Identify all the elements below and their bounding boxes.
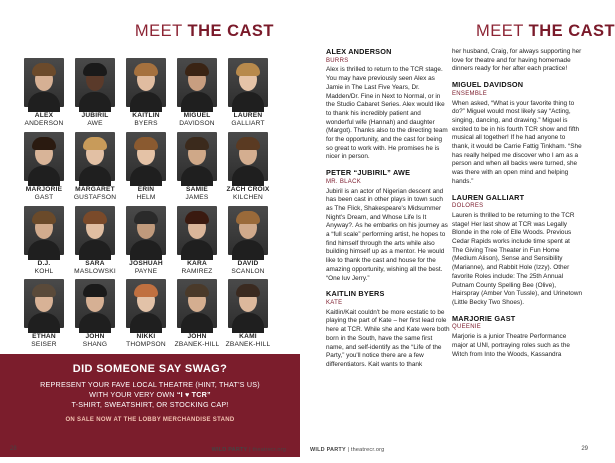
left-page <box>0 0 300 463</box>
headshot-photo <box>24 279 64 328</box>
cast-last-name: SEISER <box>31 341 57 348</box>
bio-name: ALEX ANDERSON <box>326 47 392 56</box>
bio-text: When asked, “What is your favorite thing to do?” Miguel would most likely say “Acting, singing, dancing, and drawing.” Miguel is excited to be in his fourth TCR show and fifth musical all together! If he had anyone to thank, it would be Carrie Fattig Tinkham. “She has really helped me discover who I am as a person and when all backs were turned, she was there with an open mind and helping hands.” <box>452 99 582 185</box>
cast-last-name: MASLOWSKI <box>74 268 116 275</box>
cast-first-name: KAITLIN <box>132 112 160 119</box>
cast-first-name: NIKKI <box>136 333 156 340</box>
cast-last-name: HELM <box>136 194 156 201</box>
cast-first-name: SARA <box>85 260 105 267</box>
cast-first-name: JOHN <box>85 333 105 340</box>
page-number-left: 28 <box>10 446 17 452</box>
cast-first-name: DAVID <box>237 260 259 267</box>
headshot-photo <box>228 206 268 255</box>
cast-first-name: JOHN <box>187 333 207 340</box>
cast-name <box>222 186 274 202</box>
cast-member <box>171 206 223 276</box>
cast-name <box>222 260 274 276</box>
headshot-photo <box>228 58 268 107</box>
bio-role: QUEENIE <box>452 324 482 331</box>
cast-member <box>120 58 172 128</box>
cast-last-name: GAST <box>34 194 54 201</box>
cast-first-name: ZACH CROIX <box>226 186 270 193</box>
swag-body: REPRESENT YOUR FAVE LOCAL THEATRE (HINT, THAT'S US) WITH YOUR VERY OWN “I ♥ TCR” T-SHIRT, SWEATSHIRT, OR STOCKING CAP! <box>40 380 260 409</box>
cast-last-name: SHANG <box>82 341 108 348</box>
cast-member <box>18 58 70 128</box>
cast-last-name: ZBANEK-HILL <box>225 341 271 348</box>
headshot-photo <box>126 132 166 181</box>
cast-name <box>18 260 70 276</box>
bios-column-2 <box>452 48 582 366</box>
bio-text: her husband, Craig, for always supporting her love for theatre and for having homemade dinners ready for her after each practice! <box>452 48 582 73</box>
cast-first-name: ETHAN <box>32 333 56 340</box>
cast-name <box>18 333 70 349</box>
i-love-tcr-mark: “I ♥ TCR” <box>176 390 211 399</box>
cast-first-name: MARJORIE <box>25 186 63 193</box>
cast-member <box>69 206 121 276</box>
cast-first-name: KAMI <box>239 333 257 340</box>
headshot-photo <box>177 279 217 328</box>
cast-bio <box>326 48 450 162</box>
page-number-right: 29 <box>581 446 588 452</box>
cast-name <box>18 112 70 128</box>
cast-member <box>69 132 121 202</box>
headshot-photo <box>126 279 166 328</box>
swag-footer: ON SALE NOW AT THE LOBBY MERCHANDISE STAND <box>65 417 235 423</box>
headshot-photo <box>228 279 268 328</box>
cast-bio <box>452 48 582 74</box>
page-title-left: MEET THE CAST <box>134 22 274 40</box>
cast-name <box>69 260 121 276</box>
headshot-photo <box>75 206 115 255</box>
cast-first-name: KARA <box>187 260 207 267</box>
cast-name <box>120 260 172 276</box>
bio-text: Lauren is thrilled to be returning to the TCR stage! Her last show at TCR was Legally Blonde in the role of Elle Woods. Previous Cedar Rapids works include time spent at The Giving Tree Theater in Fun Home (Medium Alison), Sense and Sensibility (Marianne), and Rabbit Hole (Izzy). Other favorite Roles include: The 25th Annual Putnam County Spelling Bee (Olive), Hairspray (Amber Von Tussle), and Urinetown (Little Becky Two Shoes). <box>452 211 582 306</box>
cast-last-name: PAYNE <box>134 268 158 275</box>
cast-last-name: KOHL <box>34 268 54 275</box>
page-title-right: MEET THE CAST <box>476 22 615 40</box>
cast-name <box>171 186 223 202</box>
cast-last-name: GUSTAFSON <box>73 194 117 201</box>
headshot-photo <box>24 206 64 255</box>
bio-text: Marjorie is a junior Theatre Performance major at UNI, portraying roles such as the Witch from Into the Woods, Kassandra <box>452 333 570 358</box>
cast-name <box>18 186 70 202</box>
cast-last-name: JAMES <box>185 194 209 201</box>
bio-name: PETER “JUBIRIL” AWE <box>326 168 411 178</box>
cast-member <box>18 279 70 349</box>
cast-name <box>120 186 172 202</box>
right-page <box>300 0 615 463</box>
headshot-photo <box>75 132 115 181</box>
cast-last-name: DAVIDSON <box>179 120 215 127</box>
bio-role: KATE <box>326 299 343 306</box>
cast-name <box>222 112 274 128</box>
cast-first-name: JOSHUAH <box>129 260 163 267</box>
bio-role: BURRS <box>326 57 349 64</box>
cast-last-name: GALLIART <box>231 120 265 127</box>
bio-name: MIGUEL DAVIDSON <box>452 80 524 90</box>
bio-text: Jubiril is an actor of Nigerian descent and has been cast in other plays in town such as The Flick, Shakespeare's Midsummer Night's Dream, and Whose Life Is It Anyway?. As he embarks on his journey as a “full scale” performing artist, he hopes to find himself through the arts while also building himself up as a mentor. He would like to thank the cast and house for the amazing opportunity, wishing all the best. “One luv Jerry.” <box>326 187 448 282</box>
folio-right: WILD PARTY | theatrecr.org <box>310 447 385 453</box>
bio-text: Kaitlin/Kait couldn't be more ecstatic to be playing the part of Kate – her first lead role here at TCR. While she and Kate were both born in the South, have the same first name, and self-identify as the “Life of the Party,” you'll notice there are a few differentiators. Kait wants to thank <box>326 308 450 368</box>
cast-name <box>222 333 274 349</box>
cast-last-name: ANDERSON <box>24 120 64 127</box>
cast-member <box>18 132 70 202</box>
headshot-photo <box>177 206 217 255</box>
cast-first-name: ALEX <box>34 112 54 119</box>
cast-member <box>69 58 121 128</box>
cast-member <box>18 206 70 276</box>
swag-title: DID SOMEONE SAY SWAG? <box>72 363 228 375</box>
cast-member <box>171 279 223 349</box>
cast-last-name: AWE <box>87 120 103 127</box>
cast-bio <box>452 81 582 186</box>
cast-member <box>222 279 274 349</box>
swag-ad <box>0 354 300 457</box>
headshot-photo <box>75 279 115 328</box>
headshot-photo <box>126 206 166 255</box>
cast-member <box>120 206 172 276</box>
cast-last-name: THOMPSON <box>126 341 166 348</box>
bio-name: MARJORIE GAST <box>452 313 516 323</box>
cast-last-name: KILCHEN <box>233 194 263 201</box>
folio-left: WILD PARTY | theatrecr.org <box>211 447 286 453</box>
cast-first-name: JUBIRIL <box>81 112 109 119</box>
cast-first-name: MIGUEL <box>183 112 211 119</box>
cast-member <box>120 279 172 349</box>
cast-bio <box>452 194 582 308</box>
headshot-photo <box>228 132 268 181</box>
headshot-photo <box>24 132 64 181</box>
cast-first-name: MARGARET <box>75 186 115 193</box>
bios-column-1 <box>326 48 450 377</box>
cast-bio <box>326 290 450 369</box>
cast-name <box>120 333 172 349</box>
cast-member <box>171 132 223 202</box>
cast-member <box>222 132 274 202</box>
cast-first-name: LAUREN <box>233 112 263 119</box>
headshot-photo <box>126 58 166 107</box>
bio-name: KAITLIN BYERS <box>326 289 385 299</box>
cast-last-name: SCANLON <box>231 268 265 275</box>
cast-last-name: ZBANEK-HILL <box>174 341 220 348</box>
cast-name <box>171 112 223 128</box>
cast-first-name: D.J. <box>37 260 51 267</box>
bio-role: DOLORES <box>452 203 484 210</box>
cast-first-name: ERIN <box>137 186 155 193</box>
cast-member <box>171 58 223 128</box>
cast-bio <box>452 315 582 360</box>
cast-name <box>69 112 121 128</box>
cast-name <box>69 333 121 349</box>
headshot-photo <box>24 58 64 107</box>
cast-name <box>69 186 121 202</box>
cast-first-name: SAMIE <box>186 186 208 193</box>
cast-last-name: BYERS <box>134 120 158 127</box>
cast-name <box>171 333 223 349</box>
cast-bio <box>326 169 450 283</box>
bio-text: Alex is thrilled to return to the TCR stage. You may have previously seen Alex as Jamie in The Last Five Years, Dr. Madden/Dr. Fine in Next to Normal, or in the Studio Cabaret Series. Alex would like to thank his incredibly patient and wonderful wife (Hannah) and daughter (Margot). Thanks also to the directing team for the opportunity, and the cast for being so great to work with. He promises he is nicer in person. <box>326 66 448 161</box>
cast-member <box>222 58 274 128</box>
cast-member <box>222 206 274 276</box>
cast-member <box>120 132 172 202</box>
cast-last-name: RAMIREZ <box>181 268 213 275</box>
cast-member <box>69 279 121 349</box>
headshot-photo <box>177 58 217 107</box>
bio-role: MR. BLACK <box>326 178 362 185</box>
cast-name <box>171 260 223 276</box>
cast-name <box>120 112 172 128</box>
headshot-photo <box>177 132 217 181</box>
headshot-photo <box>75 58 115 107</box>
bio-role: ENSEMBLE <box>452 90 488 97</box>
bio-name: LAUREN GALLIART <box>452 192 525 202</box>
